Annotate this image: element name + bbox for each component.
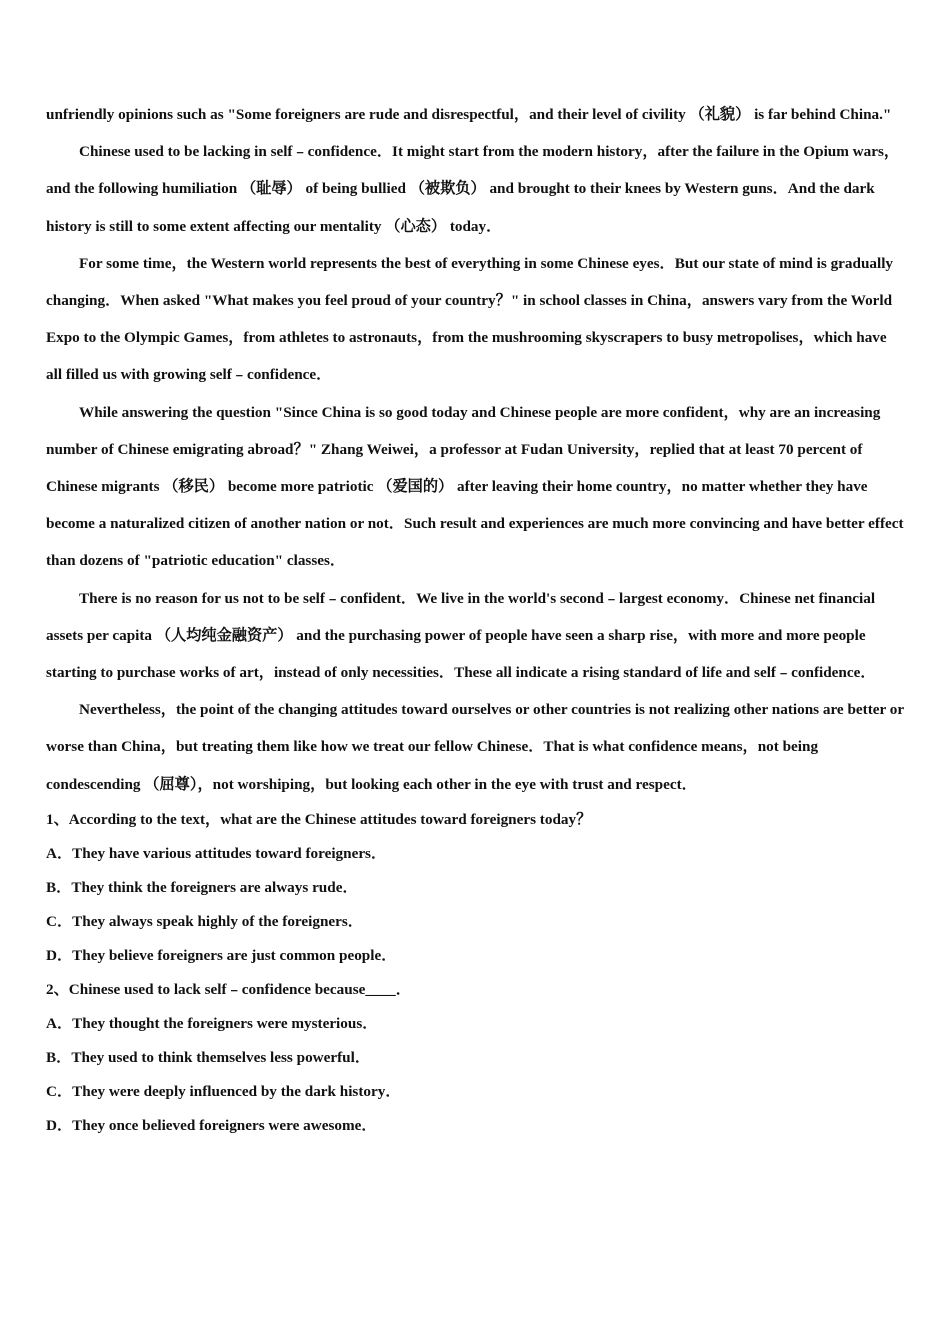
question-stem: 1、According to the text，what are the Chinese attitudes toward foreigners today？ — [46, 810, 592, 828]
passage-paragraph-3: While answering the question "Since China is so good today and Chinese people are more confident，why are an increasing number of Chinese emigrating abroad？" Zhang Weiwei，a professor at Fudan University，replied that at least 70 percent of Chinese migrants （移民） become more patriotic （爱国的） after leaving their home country，no matter whether they have become a naturalized citizen of another nation or not．Such result and experiences are much more convincing and have better effect than dozens of "patriotic education" classes． — [46, 403, 904, 570]
answer-option-d[interactable]: D．They once believed foreigners were awesome． — [46, 1116, 377, 1134]
answer-option-c[interactable]: C．They were deeply influenced by the dark history． — [46, 1082, 401, 1100]
exam-page — [46, 96, 906, 1143]
passage-paragraph-1: Chinese used to be lacking in self﹣confidence．It might start from the modern history，after the failure in the Opium wars，and the following humiliation （耻辱） of being bullied （被欺负） and brought to their knees by Western guns．And the dark history is still to some extent affecting our mentality （心态） today． — [46, 143, 900, 235]
question-stem: 2、Chinese used to lack self﹣confidence because____． — [46, 980, 411, 998]
answer-option-c[interactable]: C．They always speak highly of the foreigners． — [46, 912, 363, 930]
passage-paragraph-5: Nevertheless，the point of the changing attitudes toward ourselves or other countries is not realizing other nations are better or worse than China，but treating them like how we treat our fellow Chinese．That is what confidence means，not being condescending （屈尊），not worshiping，but looking each other in the eye with trust and respect． — [46, 701, 904, 793]
reading-passage — [46, 96, 906, 803]
passage-paragraph-2: For some time，the Western world represents the best of everything in some Chinese eyes．But our state of mind is gradually changing．When asked "What makes you feel proud of your country？" in school classes in China，answers vary from the World Expo to the Olympic Games，from athletes to astronauts，from the mushrooming skyscrapers to busy metropolises，which have all filled us with growing self﹣confidence． — [46, 254, 894, 384]
question-1 — [46, 803, 906, 973]
passage-paragraph-4: There is no reason for us not to be self﹣confident．We live in the world's second﹣largest economy．Chinese net financial assets per capita （人均纯金融资产） and the purchasing power of people have seen a sharp rise，with more and more people starting to purchase works of art，instead of only necessities．These all indicate a rising standard of life and self﹣confidence． — [46, 589, 876, 682]
question-2 — [46, 973, 906, 1143]
answer-option-d[interactable]: D．They believe foreigners are just common people． — [46, 946, 397, 964]
answer-option-a[interactable]: A．They have various attitudes toward foreigners． — [46, 844, 387, 862]
answer-option-b[interactable]: B．They used to think themselves less powerful． — [46, 1048, 371, 1066]
answer-option-a[interactable]: A．They thought the foreigners were mysterious． — [46, 1014, 378, 1032]
answer-option-b[interactable]: B．They think the foreigners are always rude． — [46, 878, 358, 896]
passage-paragraph-0: unfriendly opinions such as "Some foreigners are rude and disrespectful，and their level of civility （礼貌） is far behind China." — [46, 106, 892, 123]
